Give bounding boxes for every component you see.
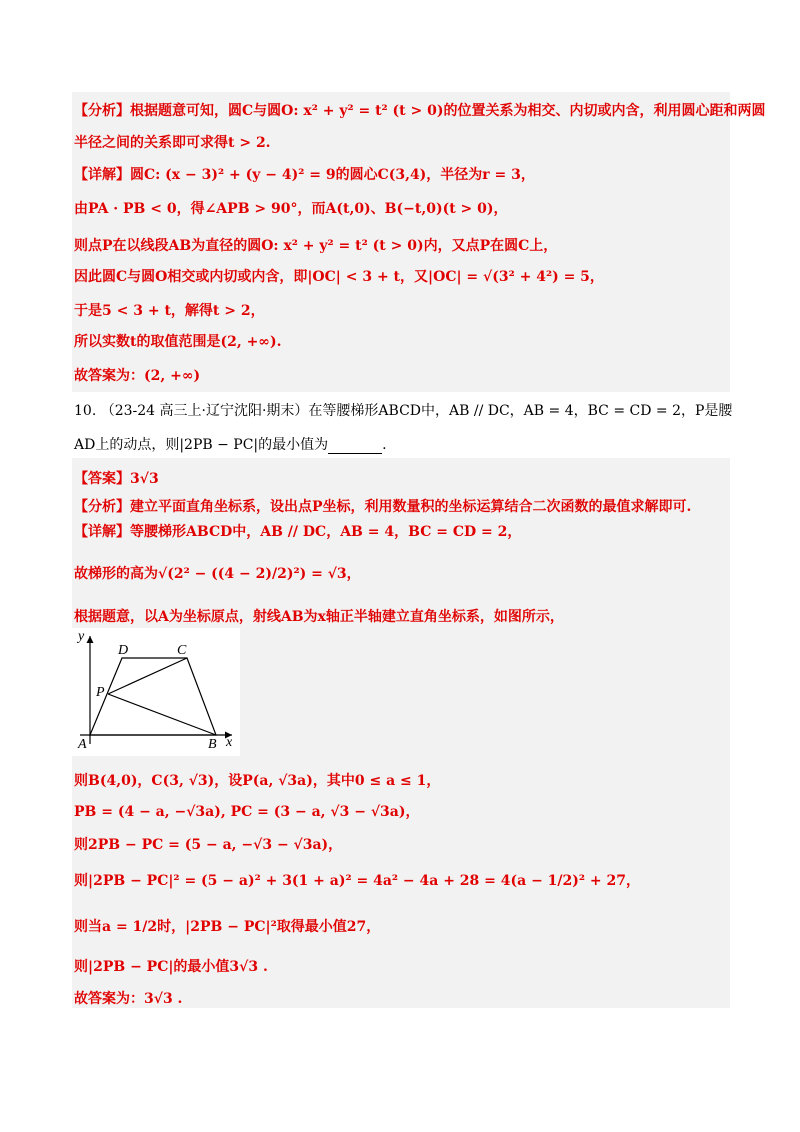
detail-line-6: 所以实数t的取值范围是(2, +∞). xyxy=(74,334,282,350)
analysis-line: 【分析】建立平面直角坐标系，设出点P坐标，利用数量积的坐标运算结合二次函数的最值求解即可. xyxy=(74,499,692,515)
label-a: A xyxy=(78,737,87,752)
label-y: y xyxy=(78,629,85,644)
label-c: C xyxy=(177,643,187,658)
detail-line-b: 故梯形的高为√(2² − ((4 − 2)/2)²) = √3， xyxy=(74,566,361,582)
problem-10-line-1: 10. （23-24 高三上·辽宁沈阳·期末）在等腰梯形ABCD中，AB // DC，AB = 4，BC = CD = 2，P是腰 xyxy=(74,403,733,419)
detail-line-i: 则|2PB − PC|的最小值3√3 . xyxy=(74,959,268,975)
segment-pb xyxy=(108,694,216,735)
label-x: x xyxy=(226,735,233,750)
detail-line-g: 则|2PB − PC|² = (5 − a)² + 3(1 + a)² = 4a² − 4a + 28 = 4(a − 1/2)² + 27， xyxy=(74,873,640,889)
detail-line-1: 【详解】圆C: (x − 3)² + (y − 4)² = 9的圆心C(3,4)，半径为r = 3， xyxy=(74,167,535,183)
detail-line-h: 则当a = 1/2时，|2PB − PC|²取得最小值27， xyxy=(74,919,381,935)
problem-10-line-2 xyxy=(74,436,387,454)
problem-10-text: AD上的动点，则|2PB − PC|的最小值为 xyxy=(74,437,329,453)
label-p: P xyxy=(96,685,105,700)
analysis-line-2: 半径之间的关系即可求得t > 2. xyxy=(74,135,271,151)
answer-line-prev: 故答案为：(2, +∞) xyxy=(74,368,201,384)
label-b: B xyxy=(208,737,217,752)
detail-line-e: PB = (4 − a, −√3a), PC = (3 − a, √3 − √3a)， xyxy=(74,804,420,820)
trapezoid-abcd xyxy=(90,658,216,735)
detail-line-c: 根据题意，以A为坐标原点，射线AB为x轴正半轴建立直角坐标系，如图所示， xyxy=(74,609,564,625)
final-answer-line: 故答案为：3√3 . xyxy=(74,991,183,1007)
answer-blank xyxy=(328,439,382,454)
label-d: D xyxy=(118,643,129,658)
detail-line-4: 因此圆C与圆O相交或内切或内含，即|OC| < 3 + t，又|OC| = √(3² + 4²) = 5， xyxy=(74,269,604,285)
detail-line-d: 则B(4,0)，C(3, √3)，设P(a, √3a)，其中0 ≤ a ≤ 1， xyxy=(74,773,441,789)
analysis-line-1: 【分析】根据题意可知，圆C与圆O: x² + y² = t² (t > 0)的位置关系为相交、内切或内含，利用圆心距和两圆 xyxy=(74,103,766,119)
problem-10-period: . xyxy=(382,437,387,453)
trapezoid-figure xyxy=(72,628,240,756)
detail-line-2: 由PA · PB < 0，得∠APB > 90°，而A(t,0)、B(−t,0)(t > 0)， xyxy=(74,201,508,217)
detail-line-a: 【详解】等腰梯形ABCD中，AB // DC，AB = 4，BC = CD = 2， xyxy=(74,524,522,540)
detail-line-3: 则点P在以线段AB为直径的圆O: x² + y² = t² (t > 0)内，又点P在圆C上， xyxy=(74,238,558,254)
detail-line-f: 则2PB − PC = (5 − a, −√3 − √3a)， xyxy=(74,837,343,853)
detail-line-5: 于是5 < 3 + t，解得t > 2， xyxy=(74,303,265,319)
answer-line: 【答案】3√3 xyxy=(74,471,159,487)
